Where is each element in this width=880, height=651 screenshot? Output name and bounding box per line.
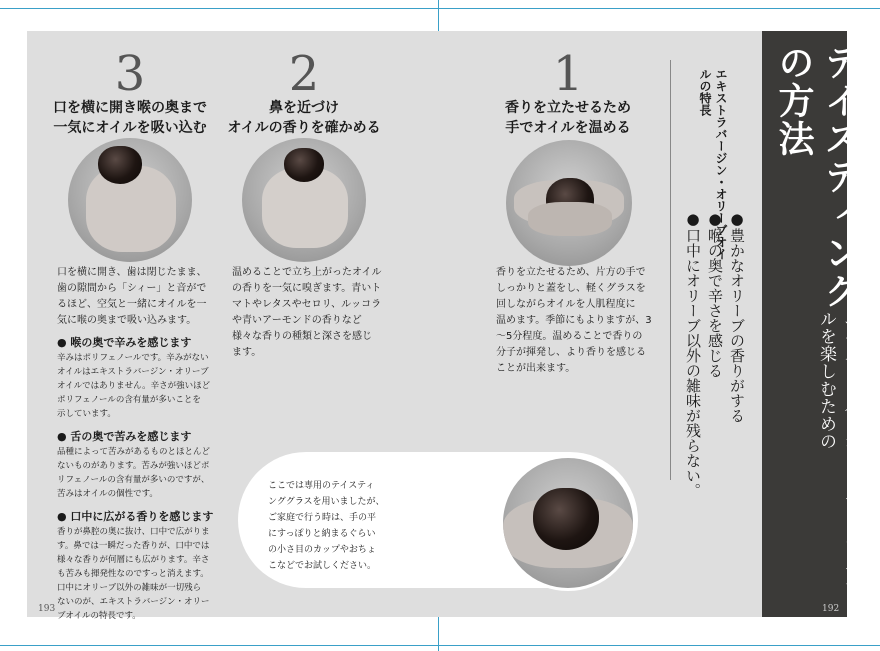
glass-photo	[500, 455, 636, 591]
step3-photo	[68, 138, 192, 262]
top-guide-line	[0, 8, 880, 9]
step2-body: 温めることで立ち上がったオイル の香りを一気に嗅ぎます。青いト マトやレタスやセロリ、ルッコラ や青いアーモンドの香りなど 様々な香りの種類と深さを感じ ます。	[232, 267, 382, 358]
feature-item: ●口中にオリーブ以外の雑味が残らない。	[684, 210, 702, 498]
page-title: テイスティングの方法	[773, 44, 860, 310]
note-section: ● 舌の奥で苦みを感じます 品種によって苦みがあるものとほとんど ないものがあります。苦みが強いほどポ リフェノールの含有量が多いのですが、 苦みはオイルの個性です。	[57, 430, 211, 499]
glass-note: ここでは専用のテイスティ ンググラスを用いましたが、 ご家庭で行う時は、手の平 にすっぽりと納まるぐらい の小さ目のカップやおちょ こなどでお試しください。	[268, 481, 385, 571]
features-heading: エキストラバージン・オリーブオイルの特長	[698, 68, 728, 260]
step2-photo	[242, 138, 366, 262]
title-block	[770, 44, 862, 604]
step1-heading: 香りを立たせるため 手でオイルを温める	[505, 100, 631, 136]
step1-body: 香りを立たせるため、片方の手で しっかりと蓋をし、軽くグラスを 回しながらオイルを人肌程度に 温めます。季節にもよりますが、3 〜5分程度。温めることで香りの 分子が揮発し、より香りを感じる ことが出来ます。	[496, 267, 652, 374]
bottom-guide-line	[0, 645, 880, 646]
step2-heading: 鼻を近づけ オイルの香りを確かめる	[227, 100, 381, 136]
step2-number: 2	[288, 46, 320, 102]
note-section: ● 喉の奥で辛みを感じます 辛みはポリフェノールです。辛みがない オイルはエキストラバージン・オリーブ オイルではありません。辛さが強いほど ポリフェノールの含有量が多いことを 示しています。	[57, 336, 211, 419]
page-number-left: 193	[38, 604, 56, 614]
features-list	[682, 210, 748, 590]
divider-line	[670, 60, 671, 480]
notes-block	[57, 335, 227, 623]
note-section: ● 口中に広がる香りを感じます 香りが鼻腔の奥に抜け、口中で広がりま す。鼻では一瞬だった香りが、口中では 様々な香りが何層にも広がります。辛さ も苦みも揮発性なのですっと消えます。 口中にオリーブ以外の雑味が一切残ら ないのが、エキストラバージン・オリー ブオイルの特長です。	[57, 510, 214, 621]
step1-number: 1	[552, 46, 584, 102]
step3-heading: 口を横に開き喉の奥まで 一気にオイルを吸い込む	[53, 100, 207, 136]
feature-item: ●豊かなオリーブの香りがする	[728, 210, 746, 423]
feature-item: ●喉の奥で辛さを感じる	[706, 210, 724, 378]
step1-photo	[506, 140, 632, 266]
page-number-right: 192	[822, 604, 840, 614]
step3-number: 3	[114, 46, 146, 102]
title-lead: エキストラバージン・オリーブオイルを楽しむための	[816, 310, 860, 590]
step3-body: 口を横に開き、歯は閉じたまま、 歯の隙間から「シィー」と音がで るほど、空気と一緒にオイルを一 気に喉の奥まで吸い込みます。	[57, 267, 207, 326]
